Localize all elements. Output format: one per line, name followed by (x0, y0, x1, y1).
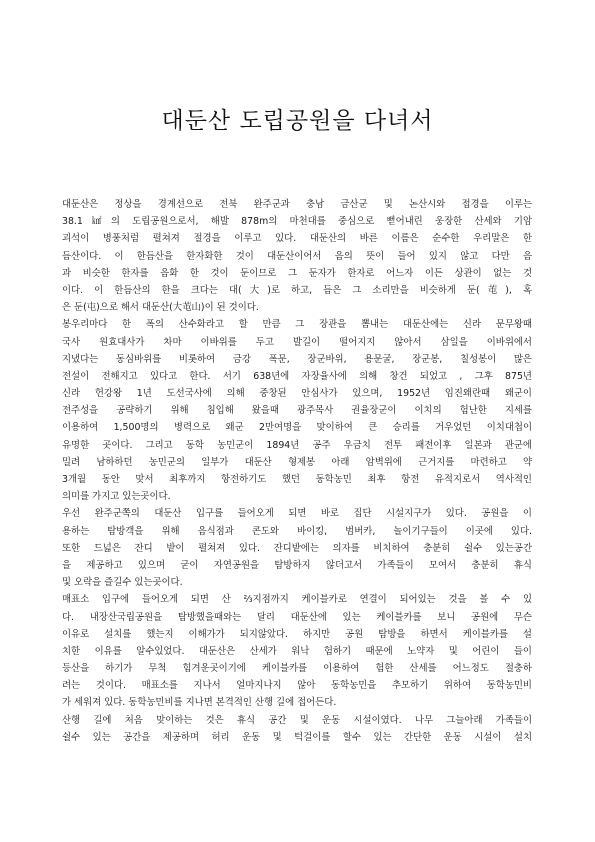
body-line: 치한 이유를 알수있었다. 대둔산은 산세가 워낙 험하기 때문에 노약자 및 어린이 들이 (62, 645, 532, 657)
body-line: 을 제공하고 있으며 굳이 자연공원을 탐방하지 않더고서 가족들이 모여서 충분히 휴식 (62, 559, 532, 571)
body-line: 또한 드넓은 잔디 밭이 펼쳐져 있다. 잔디밭에는 의자를 비치하여 충분히 쉴수 있는공간 (62, 542, 532, 554)
body-line: 용하는 탐방객을 위해 음식점과 콘도와 바이킹, 범버카, 놀이기구들이 이곳에 있다. (62, 525, 532, 537)
body-line: 3개월 동안 맞서 최후까지 항전하기도 했던 동학농민 최후 항전 유적지로서 역사적인 (62, 474, 532, 485)
body-line: 괴석이 병풍처럼 펼쳐져 절경을 이루고 있다. 대둔산의 바른 이름은 순수한 우리말은 한 (62, 233, 532, 245)
body-line: 이용하여 1,500명의 병력으로 왜군 2만여명을 맞이하여 큰 승리를 거우었던 이치대첩이 (62, 422, 532, 434)
body-line: 유명한 곳이다. 그리고 동학 농민군이 1894년 공주 우금치 전투 패전이후 일본과 관군에 (62, 439, 532, 451)
body-line: 듬산이다. 이 한듬산을 한자화한 것이 대둔산이어서 음의 뜻이 들어 있지 않고 다만 음 (62, 250, 532, 262)
body-line: 등산을 하기가 무척 힘겨운곳이기에 케이블카를 이용하여 험한 산세를 어느정도 절충하 (62, 663, 532, 675)
body-line: 이다. 이 한듬산의 한을 크다는 대(大)로 하고, 듬은 그 소리만을 비슷하게 둔(芚), 혹 (62, 284, 532, 296)
document-title: 대둔산 도립공원을 다녀서 (161, 108, 434, 134)
body-line: 이유로 설치를 했는지 이해가가 되지않았다. 하지만 공원 탐방을 하면서 케이블카를 설 (62, 628, 532, 640)
body-line: 은 둔(屯)으로 해서 대둔산(大芚山)이 된 것이다. (62, 302, 259, 314)
body-line: 산행 길에 처음 맞이하는 것은 휴식 공간 및 운동 시설이였다. 나무 그늘아래 가족들이 (62, 714, 532, 726)
body-line: 매표소 입구에 들어오게 되면 산 ⅔지점까지 케이블카로 연결이 되어있는 것을 볼 수 있 (62, 594, 532, 606)
body-line: 봉우리마다 한 폭의 산수화라고 할 만큼 그 장관을 뽐내는 대둔산에는 신라 문무왕때 (62, 319, 532, 331)
body-line: 및 오락을 즐길수 있는곳이다. (62, 577, 183, 589)
body-line: 전주성을 공략하기 위해 침입해 왔을때 광주목사 권율장군이 이치의 험난한 지세를 (62, 405, 532, 417)
body-line: 신라 헌강왕 1년 도선국사에 의해 중창된 안심사가 있으며, 1952년 임진왜란때 왜군이 (62, 388, 532, 400)
body-line: 38.1㎢의 도립공원으로서, 해발 878m의 마천대를 중심으로 뻗어내린 웅장한 산세와 기암 (62, 216, 532, 228)
body-line: 국사 원효대사가 차마 이바위를 두고 발길이 떨어지지 않아서 삼일을 이바위에서 (62, 336, 532, 348)
body-line: 전설이 전해지고 있다고 한다. 서기 638년에 자장율사에 의해 창건 되었고 , 그후 875년 (62, 370, 532, 382)
body-line: 다. 내장산국립공원을 탐방했을때와는 달리 대둔산에 있는 케이블카를 보니 공원에 무슨 (62, 611, 532, 623)
body-line: 지냈다는 동심바위를 비롯하여 금강 폭문, 장군바위, 용문굴, 장군봉, 칠성봉이 많은 (62, 353, 532, 365)
body-line: 과 비슷한 한자를 음화 한 것이 둔이므로 그 둔자가 한자로 어느자 이든 상관이 없는 것 (62, 267, 532, 279)
body-line: 가 세워져 있다. 동학농민비를 지나면 본격적인 산행 길에 접어든다. (62, 697, 337, 709)
body-line: 밀려 남하하던 농민군의 일부가 대둔산 형제봉 아래 암벽위에 근거지를 마련하고 약 (62, 456, 532, 468)
body-line: 대둔산은 정상을 경계선으로 전북 완주군과 충남 금산군 및 논산시와 접경을 이루는 (62, 199, 532, 210)
body-line: 의미를 가지고 있는곳이다. (62, 491, 171, 503)
document-body (62, 196, 532, 746)
body-line: 우선 완주군쪽의 대둔산 입구를 들어오게 되면 바로 집단 시설지구가 있다. 공원을 이 (62, 508, 532, 520)
body-line: 려는 것이다. 매표소를 지나서 얼마지나지 않아 동학농민을 추모하기 위하여 동학농민비 (62, 680, 532, 692)
body-line: 쉴수 있는 공간을 제공하며 허리 운동 및 턱걸이를 할수 있는 간단한 운동 시설이 설치 (62, 731, 532, 743)
